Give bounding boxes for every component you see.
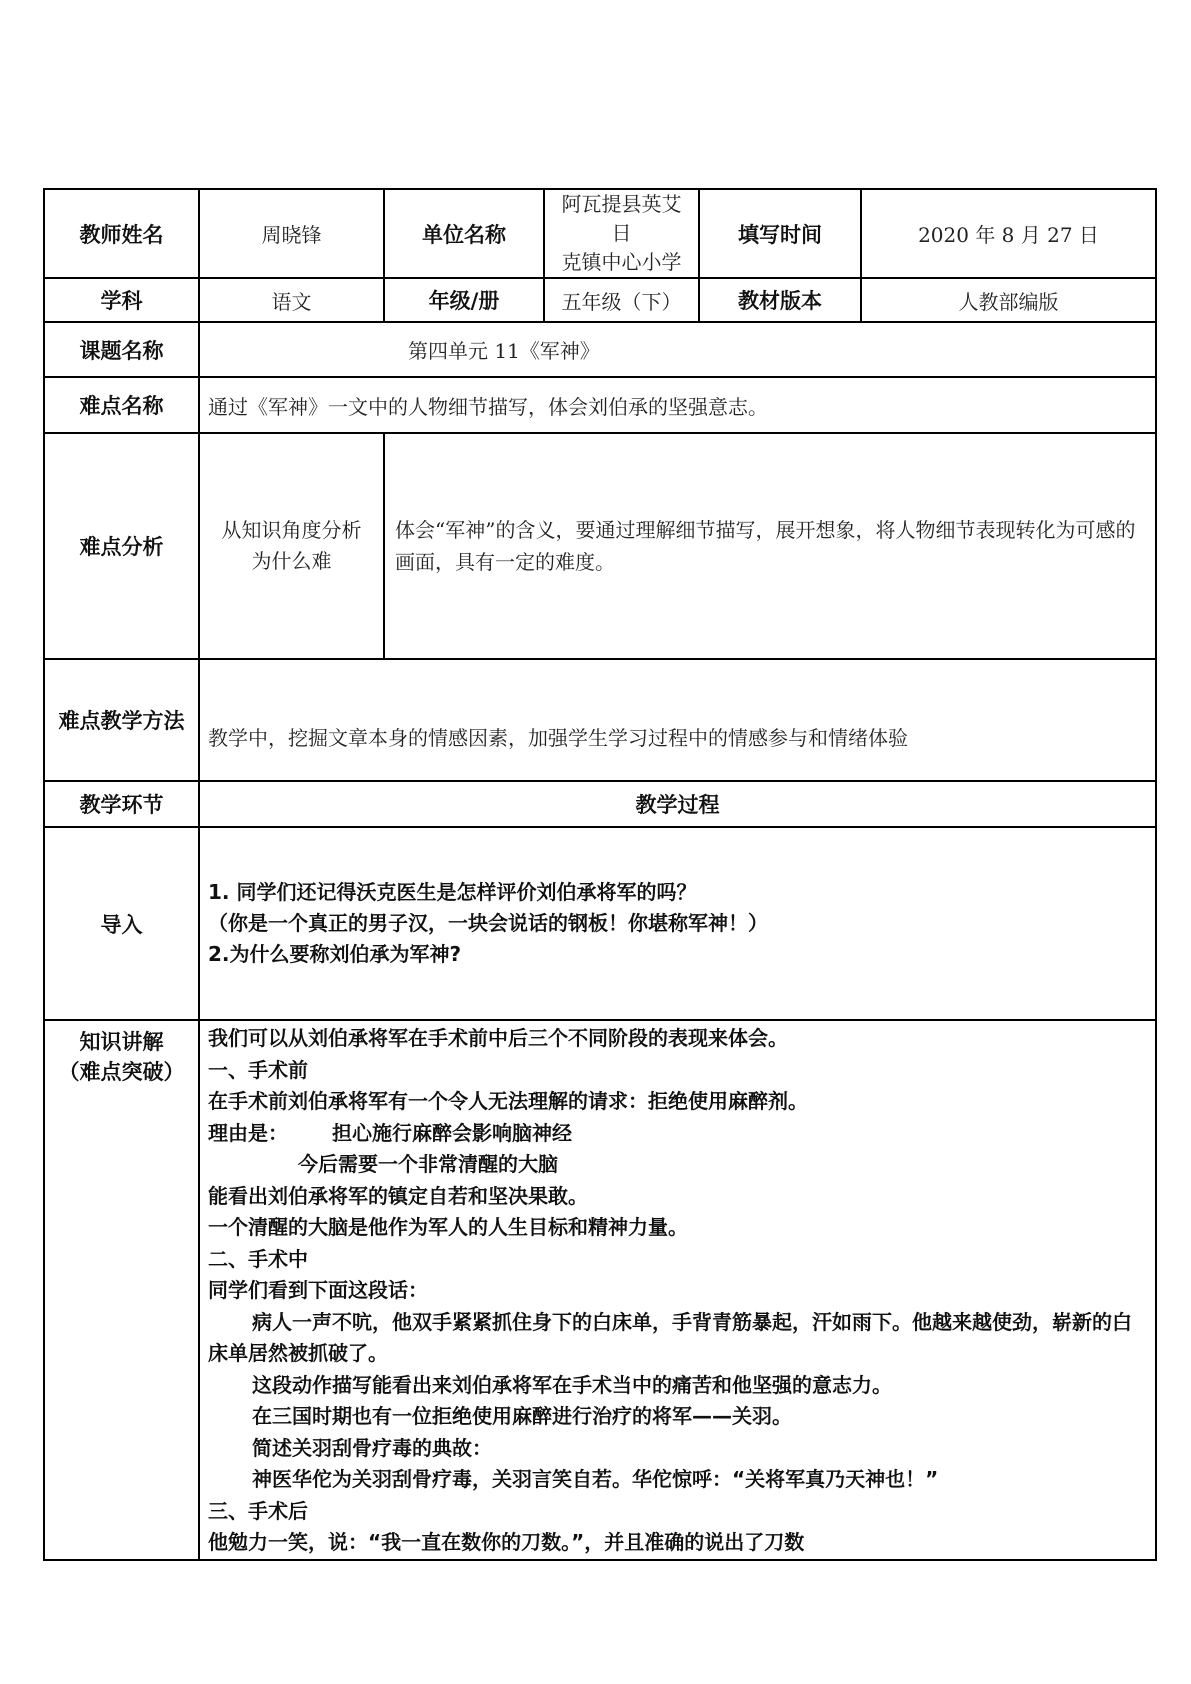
teacher-name-value: 周晓锋 — [199, 189, 384, 278]
difficulty-value: 通过《军神》一文中的人物细节描写，体会刘伯承的坚强意志。 — [199, 377, 1156, 433]
analysis-sub-label-line1: 从知识角度分析 — [221, 518, 362, 542]
teaching-stage-header: 教学环节 — [44, 781, 199, 827]
topic-label: 课题名称 — [44, 322, 199, 377]
quoted-passage: 病人一声不吭，他双手紧紧抓住身下的白床单，手背青筋暴起，汗如雨下。他越来越使劲，崭新的白床单居然被抓破了。 — [208, 1309, 1132, 1365]
intro-line: （你是一个真正的男子汉，一块会说话的钢板！你堪称军神！） — [208, 911, 768, 935]
knowledge-line: 在手术前刘伯承将军有一个令人无法理解的请求：拒绝使用麻醉剂。 — [208, 1089, 808, 1113]
edition-label: 教材版本 — [699, 278, 861, 322]
unit-name-label: 单位名称 — [384, 189, 544, 278]
fill-date-label: 填写时间 — [699, 189, 861, 278]
subject-value: 语文 — [199, 278, 384, 322]
knowledge-line: 他勉力一笑，说：“我一直在数你的刀数。”，并且准确的说出了刀数 — [208, 1530, 805, 1554]
knowledge-line: 简述关羽刮骨疗毒的典故： — [252, 1435, 492, 1460]
subject-label: 学科 — [44, 278, 199, 322]
analysis-sub-label — [199, 433, 384, 659]
intro-line: 2.为什么要称刘伯承为军神? — [208, 942, 462, 966]
knowledge-line: 能看出刘伯承将军的镇定自若和坚决果敢。 — [208, 1183, 588, 1208]
reason-item: 担心施行麻醉会影响脑神经 — [332, 1120, 572, 1145]
teaching-process-header: 教学过程 — [199, 781, 1156, 827]
grade-value: 五年级（下） — [544, 278, 699, 322]
section-heading: 一、手术前 — [208, 1057, 308, 1082]
knowledge-line: 同学们看到下面这段话： — [208, 1278, 428, 1302]
reason-line — [208, 1118, 1147, 1150]
method-text: 教学中，挖掘文章本身的情感因素，加强学生学习过程中的情感参与和情绪体验 — [199, 659, 1156, 781]
analysis-sub-label-line2: 为什么难 — [251, 549, 332, 573]
section-heading: 三、手术后 — [208, 1498, 308, 1523]
intro-line: 1. 同学们还记得沃克医生是怎样评价刘伯承将军的吗？ — [208, 880, 697, 904]
intro-label: 导入 — [44, 827, 199, 1020]
method-label: 难点教学方法 — [44, 659, 199, 781]
fill-date-value: 2020 年 8 月 27 日 — [861, 189, 1156, 278]
reason-label: 理由是： — [208, 1120, 288, 1145]
lesson-plan-table — [43, 188, 1155, 1561]
unit-name-line2: 克镇中心小学 — [561, 250, 682, 274]
difficulty-label: 难点名称 — [44, 377, 199, 433]
knowledge-line: 我们可以从刘伯承将军在手术前中后三个不同阶段的表现来体会。 — [208, 1026, 788, 1050]
analysis-text: 体会“军神”的含义，要通过理解细节描写，展开想象，将人物细节表现转化为可感的画面，具有一定的难度。 — [384, 433, 1156, 659]
section-heading: 二、手术中 — [208, 1246, 308, 1271]
knowledge-line: 这段动作描写能看出来刘伯承将军在手术当中的痛苦和他坚强的意志力。 — [252, 1372, 892, 1397]
knowledge-label — [44, 1020, 199, 1560]
unit-name-line1: 阿瓦提县英艾日 — [561, 192, 682, 245]
analysis-label: 难点分析 — [44, 433, 199, 659]
knowledge-label-line2: （难点突破） — [58, 1060, 185, 1084]
reason-item: 今后需要一个非常清醒的大脑 — [298, 1152, 558, 1176]
knowledge-line: 一个清醒的大脑是他作为军人的人生目标和精神力量。 — [208, 1215, 688, 1239]
unit-name-value — [544, 189, 699, 278]
knowledge-line: 神医华佗为关羽刮骨疗毒，关羽言笑自若。华佗惊呼：“关将军真乃天神也！” — [252, 1467, 939, 1491]
knowledge-content — [199, 1020, 1156, 1560]
grade-label: 年级/册 — [384, 278, 544, 322]
teacher-name-label: 教师姓名 — [44, 189, 199, 278]
knowledge-line: 在三国时期也有一位拒绝使用麻醉进行治疗的将军——关羽。 — [252, 1404, 792, 1428]
intro-content — [199, 827, 1156, 1020]
knowledge-label-line1: 知识讲解 — [79, 1030, 164, 1054]
edition-value: 人教部编版 — [861, 278, 1156, 322]
topic-value: 第四单元 11《军神》 — [199, 322, 1156, 377]
